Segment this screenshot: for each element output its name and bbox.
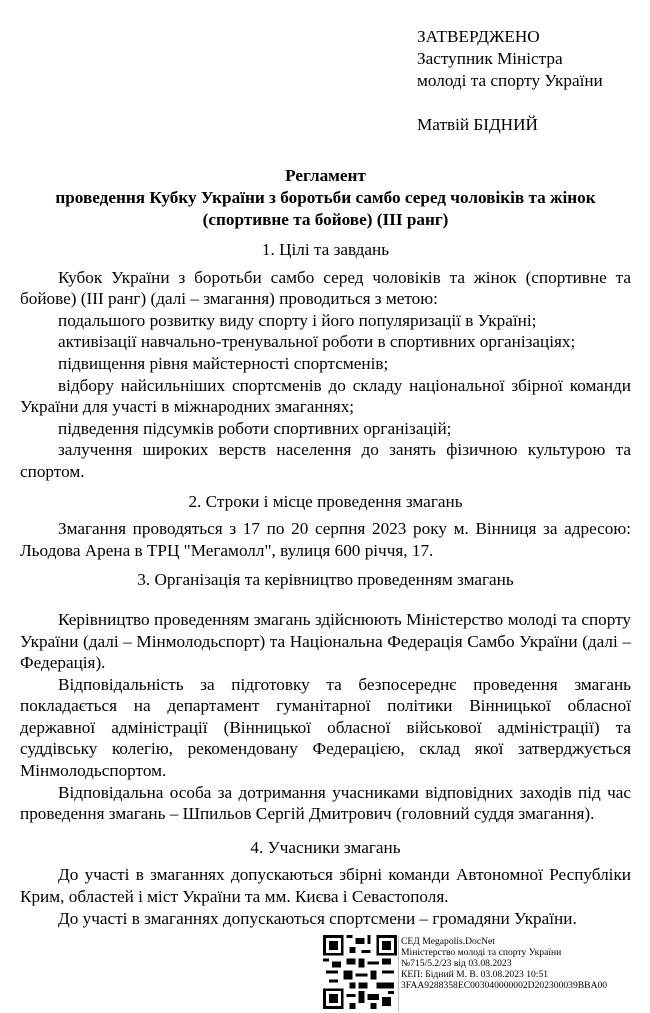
stamp-organization: Міністерство молоді та спорту України	[401, 947, 562, 958]
list-item: подальшого розвитку виду спорту і його популяризації в Україні;	[58, 310, 537, 330]
approval-block	[417, 26, 603, 136]
section-heading: 1. Цілі та завдань	[261, 240, 390, 259]
paragraph: До участі в змаганнях допускаються збірні команди Автономної Республіки Крим, областей і міст України та мм. Києва і Севастополя.	[20, 865, 631, 907]
stamp-hash: 3FAA9288358EC003040000002D202300039BBA00	[401, 980, 608, 991]
section-heading: 4. Учасники змагань	[250, 837, 401, 857]
list-item: активізації навчально-тренувальної роботи в спортивних організаціях;	[58, 332, 576, 352]
document-title	[20, 165, 631, 231]
paragraph: Керівництво проведенням змагань здійснюють Міністерство молоді та спорту України (далі – Мінмолодьспорт) та Національна Федерація Самбо України (далі – Федерація).	[20, 609, 631, 673]
stamp-signature: КЕП: Бідний М. В. 03.08.2023 10:51	[401, 969, 549, 980]
list-item: залучення широких верств населення до занять фізичною культурою та спортом.	[20, 440, 631, 481]
title-line: (спортивне та бойове) (III ранг)	[202, 210, 449, 229]
paragraph: Кубок України з боротьби самбо серед чоловіків та жінок (спортивне та бойове) (III ранг) (далі – змагання) проводиться з метою:	[20, 267, 631, 309]
section-heading: 3. Організація та керівництво проведенням змагань	[137, 570, 514, 590]
approval-position: молоді та спорту України	[417, 71, 603, 90]
approval-status: ЗАТВЕРДЖЕНО	[417, 27, 540, 46]
paragraph: Змагання проводяться з 17 по 20 серпня 2023 року м. Вінниця за адресою: Льодова Арена в ТРЦ "Мегамолл", вулиця 600 річчя, 17.	[20, 519, 631, 560]
list-item: підведення підсумків роботи спортивних організацій;	[58, 418, 452, 438]
e-signature-stamp	[323, 935, 643, 1013]
title-line: проведення Кубку України з боротьби самбо серед чоловіків та жінок	[55, 188, 596, 207]
paragraph: Відповідальна особа за дотримання учасниками відповідних заходів під час проведення змагань – Шпильов Сергій Дмитрович (головний суддя змагання).	[20, 782, 631, 824]
approval-position: Заступник Міністра	[417, 49, 563, 68]
section-heading: 2. Строки і місце проведення змагань	[188, 491, 463, 511]
approval-signatory: Матвій БІДНИЙ	[417, 115, 538, 134]
stamp-system: СЕД Megapolis.DocNet	[401, 936, 495, 947]
list-item: відбору найсильніших спортсменів до складу національної збірної команди України для участі в міжнародних змаганнях;	[20, 375, 631, 417]
document-body	[20, 165, 631, 929]
paragraph: Відповідальність за підготовку та безпосереднє проведення змагань покладається на департамент гуманітарної політики Вінницької обласної державної адміністрації (Вінницької обласної військової адміністрації) та суддівську колегію, рекомендовану Федерацією, склад якої затверджується Мінмолодьспортом.	[20, 674, 631, 781]
qr-code-icon	[323, 935, 397, 1009]
list-item: підвищення рівня майстерності спортсменів;	[58, 353, 389, 373]
paragraph: До участі в змаганнях допускаються спортсмени – громадяни України.	[58, 908, 577, 928]
title-line: Регламент	[285, 166, 366, 185]
stamp-reg-number: №715/5.2/23 від 03.08.2023	[401, 958, 512, 969]
stamp-text	[398, 936, 607, 1012]
